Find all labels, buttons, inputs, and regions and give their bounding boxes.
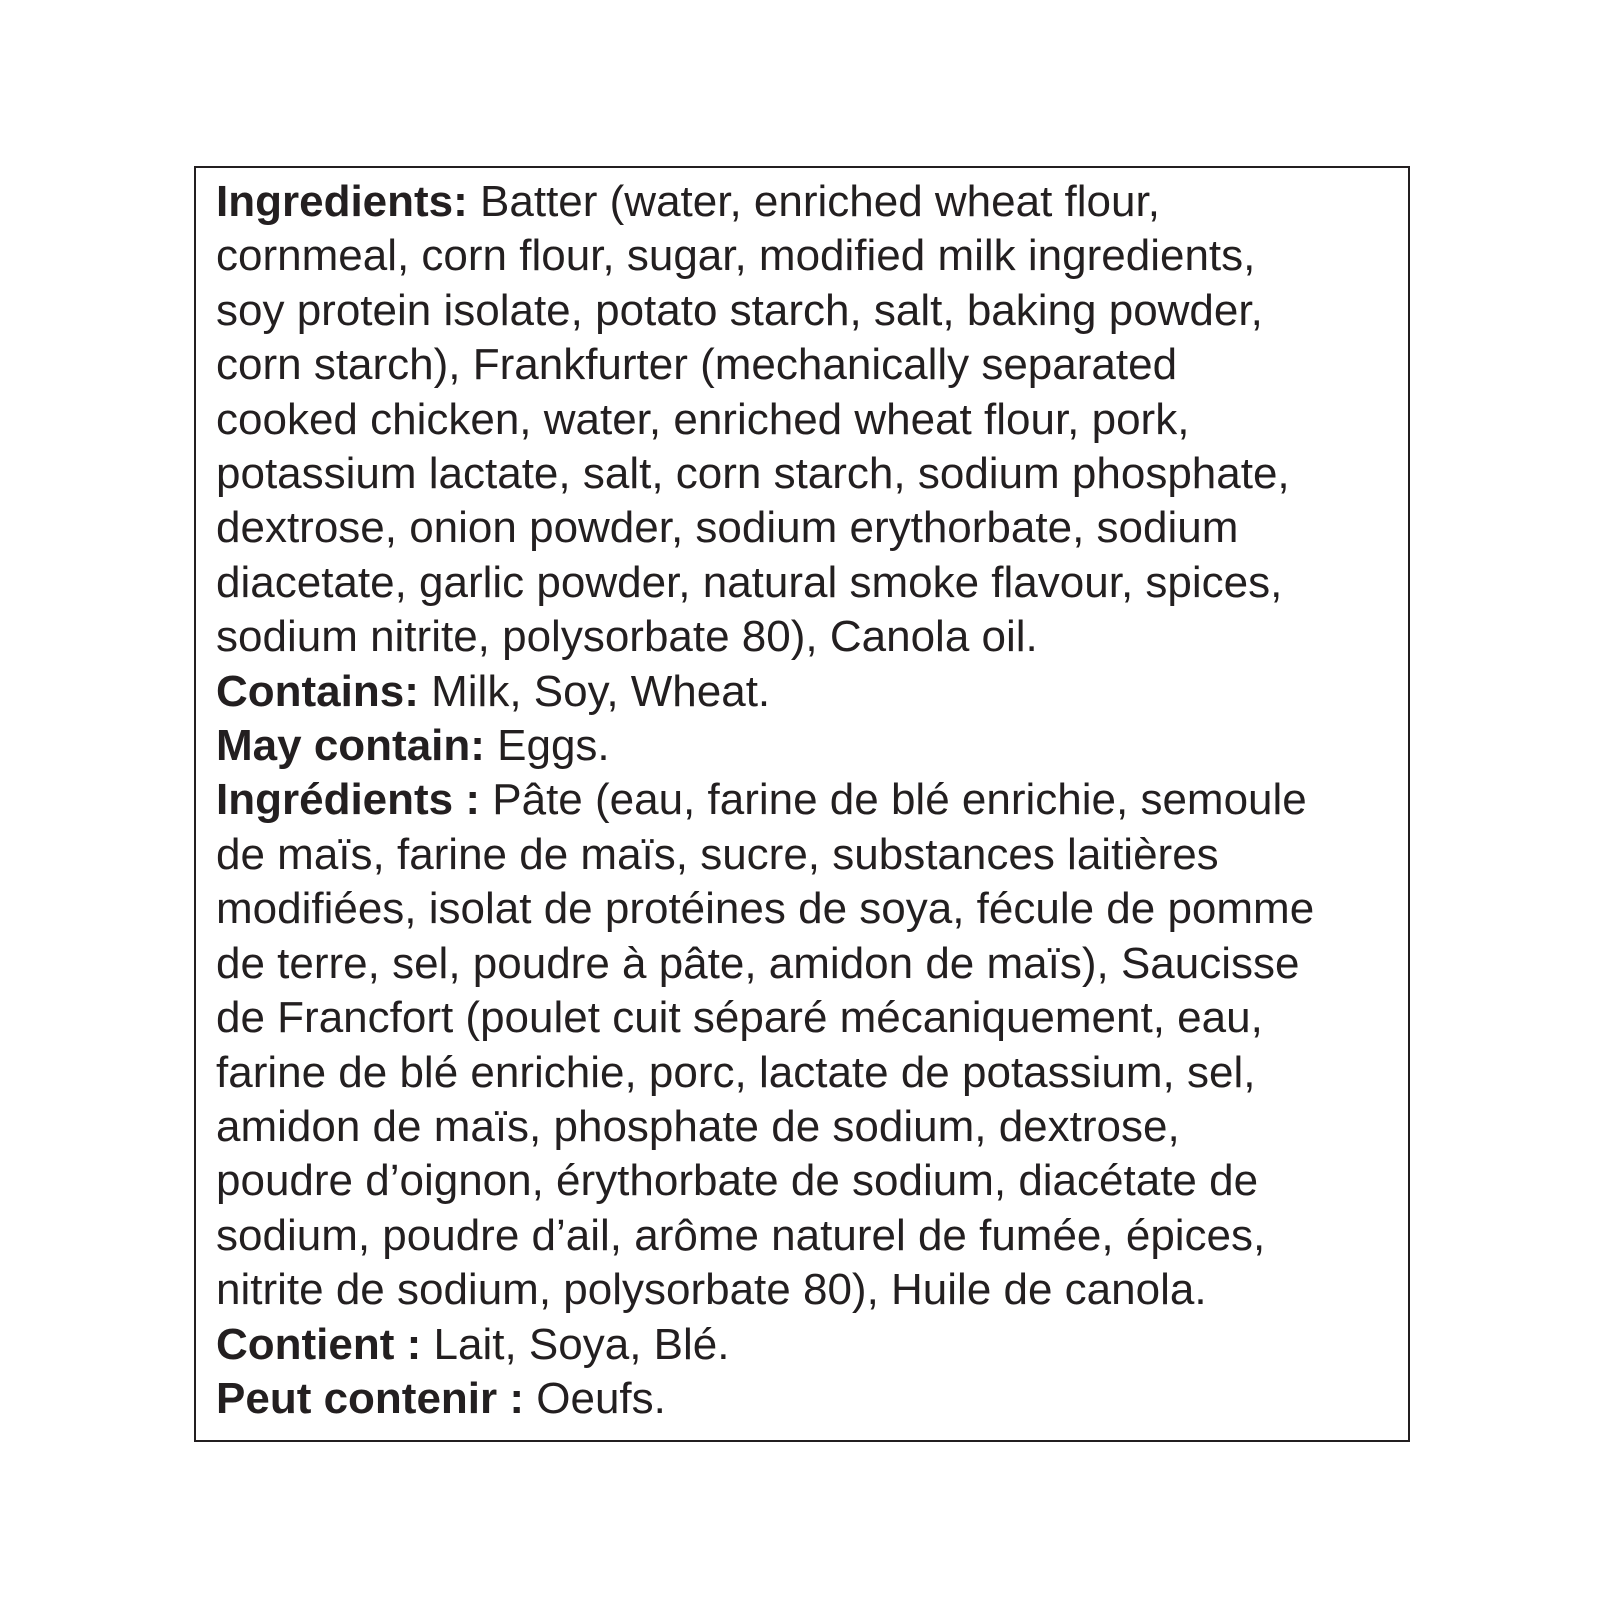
fr-ingredients-line-3: modifiées, isolat de protéines de soya, fécule de pomme xyxy=(216,884,1315,934)
fr-may-contain-text: Oeufs. xyxy=(524,1373,666,1423)
en-contains-text: Milk, Soy, Wheat. xyxy=(418,666,771,716)
en-contains-heading: Contains: xyxy=(216,666,419,716)
en-ingredients-line-1 xyxy=(216,175,1406,229)
fr-ingredients-line-1 xyxy=(216,773,1406,827)
fr-ingredients-line-9: sodium, poudre d’ail, arôme naturel de fumée, épices, xyxy=(216,1210,1266,1260)
en-ingredients-text: Batter (water, enriched wheat flour, xyxy=(467,177,1160,226)
en-may-contain-text: Eggs. xyxy=(484,721,610,771)
fr-ingredients-line-6: farine de blé enrichie, porc, lactate de potassium, sel, xyxy=(216,1047,1256,1097)
fr-ingredients-line-8: poudre d’oignon, érythorbate de sodium, diacétate de xyxy=(216,1156,1259,1206)
en-ingredients-line-5: cooked chicken, water, enriched wheat flour, pork, xyxy=(216,394,1190,444)
en-ingredients-heading: Ingredients: xyxy=(216,177,468,226)
fr-contains-heading: Contient : xyxy=(216,1319,422,1369)
fr-ingredients-line-5: de Francfort (poulet cuit séparé mécaniquement, eau, xyxy=(216,993,1263,1043)
en-ingredients-line-8: diacetate, garlic powder, natural smoke flavour, spices, xyxy=(216,557,1283,607)
fr-ingredients-line-10: nitrite de sodium, polysorbate 80), Huile de canola. xyxy=(216,1265,1207,1315)
en-ingredients-line-3: soy protein isolate, potato starch, salt, baking powder, xyxy=(216,285,1263,335)
fr-ingredients-heading: Ingrédients : xyxy=(216,775,481,825)
en-ingredients-line-7: dextrose, onion powder, sodium erythorbate, sodium xyxy=(216,503,1239,553)
fr-contains-line xyxy=(216,1318,1406,1372)
fr-ingredients-line-4: de terre, sel, poudre à pâte, amidon de maïs), Saucisse xyxy=(216,938,1300,988)
fr-ingredients-line-7: amidon de maïs, phosphate de sodium, dextrose, xyxy=(216,1101,1180,1151)
en-may-contain-line xyxy=(216,719,1406,773)
en-ingredients-line-2: cornmeal, corn flour, sugar, modified milk ingredients, xyxy=(216,231,1256,281)
fr-may-contain-heading: Peut contenir : xyxy=(216,1373,525,1423)
en-ingredients-line-6: potassium lactate, salt, corn starch, sodium phosphate, xyxy=(216,449,1290,499)
en-may-contain-heading: May contain: xyxy=(216,721,485,771)
fr-contains-text: Lait, Soya, Blé. xyxy=(421,1319,730,1369)
en-ingredients-line-4: corn starch), Frankfurter (mechanically separated xyxy=(216,340,1178,390)
ingredients-panel xyxy=(194,166,1410,1442)
fr-ingredients-line-2: de maïs, farine de maïs, sucre, substances laitières xyxy=(216,829,1219,879)
en-ingredients-line-9: sodium nitrite, polysorbate 80), Canola oil. xyxy=(216,612,1038,662)
en-contains-line xyxy=(216,665,1406,719)
fr-ingredients-text: Pâte (eau, farine de blé enrichie, semoule xyxy=(480,775,1307,825)
fr-may-contain-line xyxy=(216,1372,1406,1426)
ingredients-text xyxy=(216,175,1406,1426)
